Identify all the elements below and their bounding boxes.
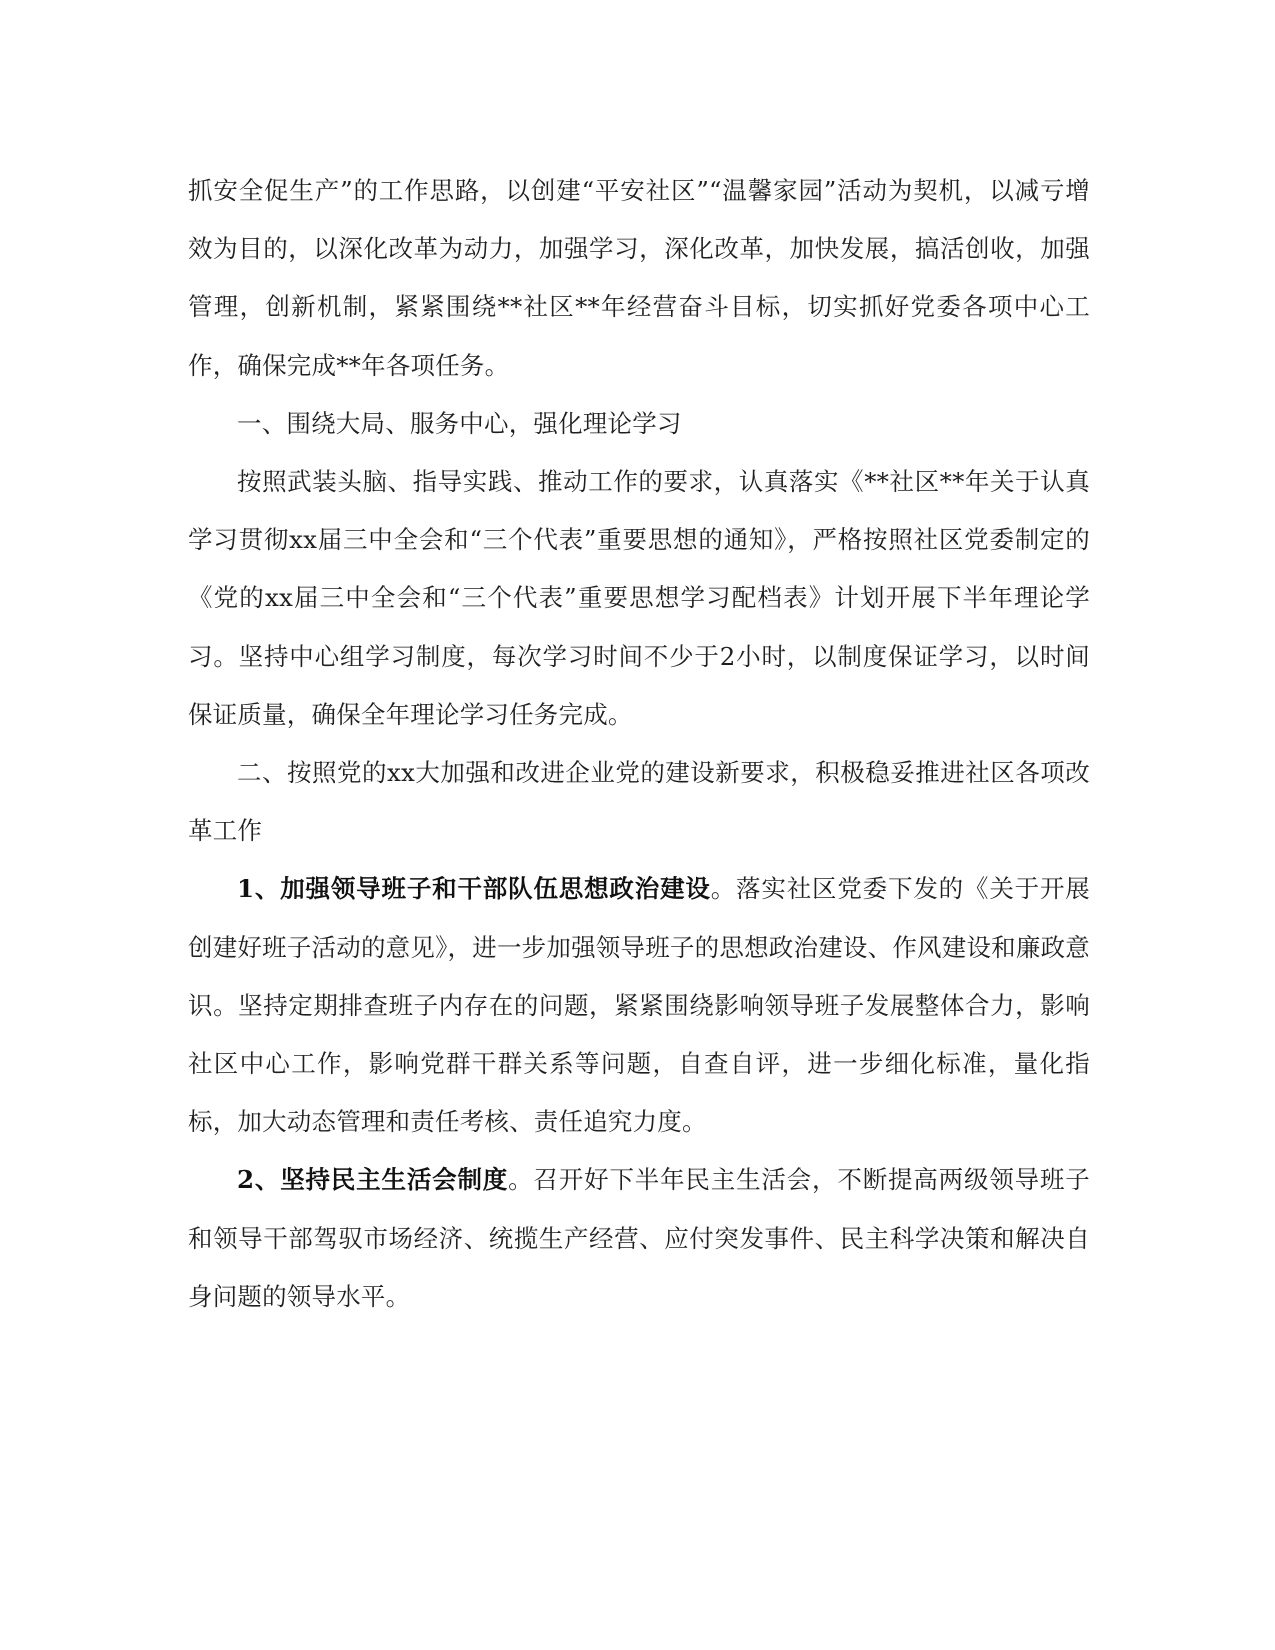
bold-lead-text: 2、坚持民主生活会制度 xyxy=(237,1165,509,1195)
section-heading-theory-study xyxy=(188,395,1090,453)
bold-lead-text: 1、加强领导班子和干部队伍思想政治建设 xyxy=(237,874,711,904)
paragraph-text: 。召开好下半年民主生活会，不断提高两级领导班子和领导干部驾驭市场经济、统揽生产经营、应付突发事件、民主科学决策和解决自身问题的领导水平。 xyxy=(188,1165,1090,1311)
heading-text: 二、按照党的xx大加强和改进企业党的建设新要求，积极稳妥推进社区各项改革工作 xyxy=(188,758,1090,846)
paragraph-text: 按照武装头脑、指导实践、推动工作的要求，认真落实《**社区**年关于认真学习贯彻xx届三中全会和“三个代表”重要思想的通知》，严格按照社区党委制定的《党的xx届三中全会和“三个代表”重要思想学习配档表》计划开展下半年理论学习。坚持中心组学习制度，每次学习时间不少于2小时，以制度保证学习，以时间保证质量，确保全年理论学习任务完成。 xyxy=(188,467,1090,729)
paragraph-leadership-building xyxy=(188,860,1090,1151)
paragraph-text: 。落实社区党委下发的《关于开展创建好班子活动的意见》，进一步加强领导班子的思想政治建设、作风建设和廉政意识。坚持定期排查班子内存在的问题，紧紧围绕影响领导班子发展整体合力，影响社区中心工作，影响党群干群关系等问题，自查自评，进一步细化标准，量化指标，加大动态管理和责任考核、责任追究力度。 xyxy=(188,874,1090,1137)
paragraph-text: 抓安全促生产”的工作思路，以创建“平安社区”“温馨家园”活动为契机，以减亏增效为目的，以深化改革为动力，加强学习，深化改革，加快发展，搞活创收，加强管理，创新机制，紧紧围绕**社区**年经营奋斗目标，切实抓好党委各项中心工作，确保完成**年各项任务。 xyxy=(188,176,1090,380)
document-body xyxy=(188,162,1090,1326)
paragraph-intro-continuation xyxy=(188,162,1090,395)
paragraph-democratic-meeting xyxy=(188,1151,1090,1326)
heading-text: 一、围绕大局、服务中心，强化理论学习 xyxy=(237,408,682,438)
paragraph-theory-study xyxy=(188,453,1090,744)
section-heading-reform xyxy=(188,744,1090,860)
